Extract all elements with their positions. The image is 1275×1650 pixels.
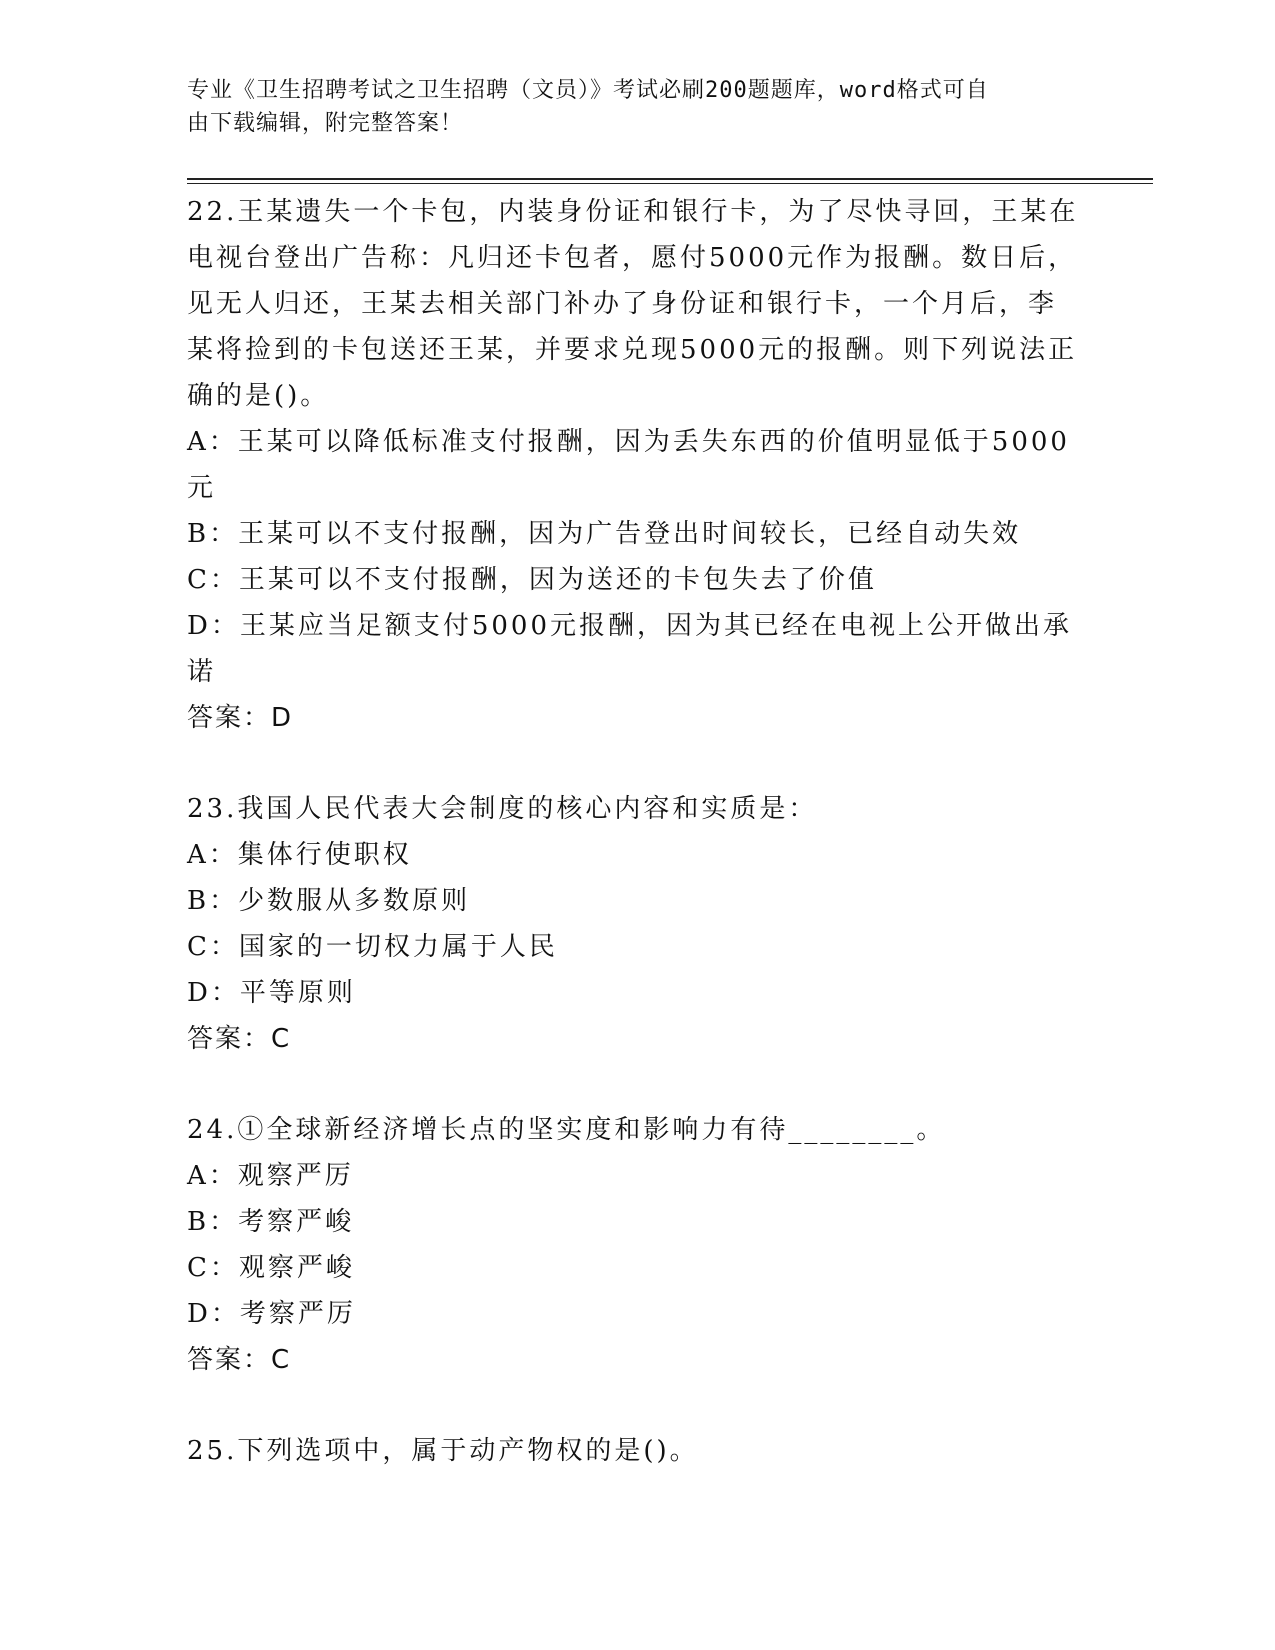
header-line-2: 由下载编辑，附完整答案！ (187, 111, 464, 136)
option-d: D：平等原则 (187, 978, 356, 1008)
option-c: C：王某可以不支付报酬，因为送还的卡包失去了价值 (187, 565, 877, 595)
question-stem-line: 电视台登出广告称：凡归还卡包者，愿付5000元作为报酬。数日后， (187, 243, 1078, 273)
question-25 (187, 1428, 1087, 1474)
option-a-continued: 元 (187, 473, 217, 503)
option-b: B：少数服从多数原则 (187, 886, 471, 916)
header-line-1: 专业《卫生招聘考试之卫生招聘（文员）》考试必刷200题题库，word格式可自 (187, 78, 989, 103)
option-d: D：王某应当足额支付5000元报酬，因为其已经在电视上公开做出承 (187, 611, 1073, 641)
question-stem-line: 24.①全球新经济增长点的坚实度和影响力有待________。 (187, 1115, 946, 1145)
answer: 答案：D (187, 703, 294, 733)
question-stem-line: 确的是()。 (187, 381, 330, 411)
question-list (187, 189, 1087, 1474)
document-header (187, 74, 1067, 140)
answer: 答案：C (187, 1024, 292, 1054)
answer: 答案：C (187, 1345, 292, 1375)
question-stem-line: 22.王某遗失一个卡包，内装身份证和银行卡，为了尽快寻回，王某在 (187, 197, 1079, 227)
option-a: A：王某可以降低标准支付报酬，因为丢失东西的价值明显低于5000 (187, 427, 1070, 457)
question-23 (187, 786, 1087, 1062)
question-stem-line: 25.下列选项中，属于动产物权的是()。 (187, 1436, 699, 1466)
header-divider-thin (187, 183, 1153, 184)
question-stem-line: 23.我国人民代表大会制度的核心内容和实质是： (187, 794, 818, 824)
header-divider-thick (187, 178, 1153, 180)
question-22 (187, 189, 1087, 741)
option-c: C：观察严峻 (187, 1253, 355, 1283)
option-d: D：考察严厉 (187, 1299, 356, 1329)
question-24 (187, 1107, 1087, 1383)
option-d-continued: 诺 (187, 657, 217, 687)
question-stem-line: 见无人归还，王某去相关部门补办了身份证和银行卡，一个月后，李 (187, 289, 1058, 319)
option-c: C：国家的一切权力属于人民 (187, 932, 558, 962)
option-b: B：王某可以不支付报酬，因为广告登出时间较长，已经自动失效 (187, 519, 1022, 549)
option-a: A：观察严厉 (187, 1161, 354, 1191)
option-a: A：集体行使职权 (187, 840, 412, 870)
question-stem-line: 某将捡到的卡包送还王某，并要求兑现5000元的报酬。则下列说法正 (187, 335, 1078, 365)
option-b: B：考察严峻 (187, 1207, 355, 1237)
